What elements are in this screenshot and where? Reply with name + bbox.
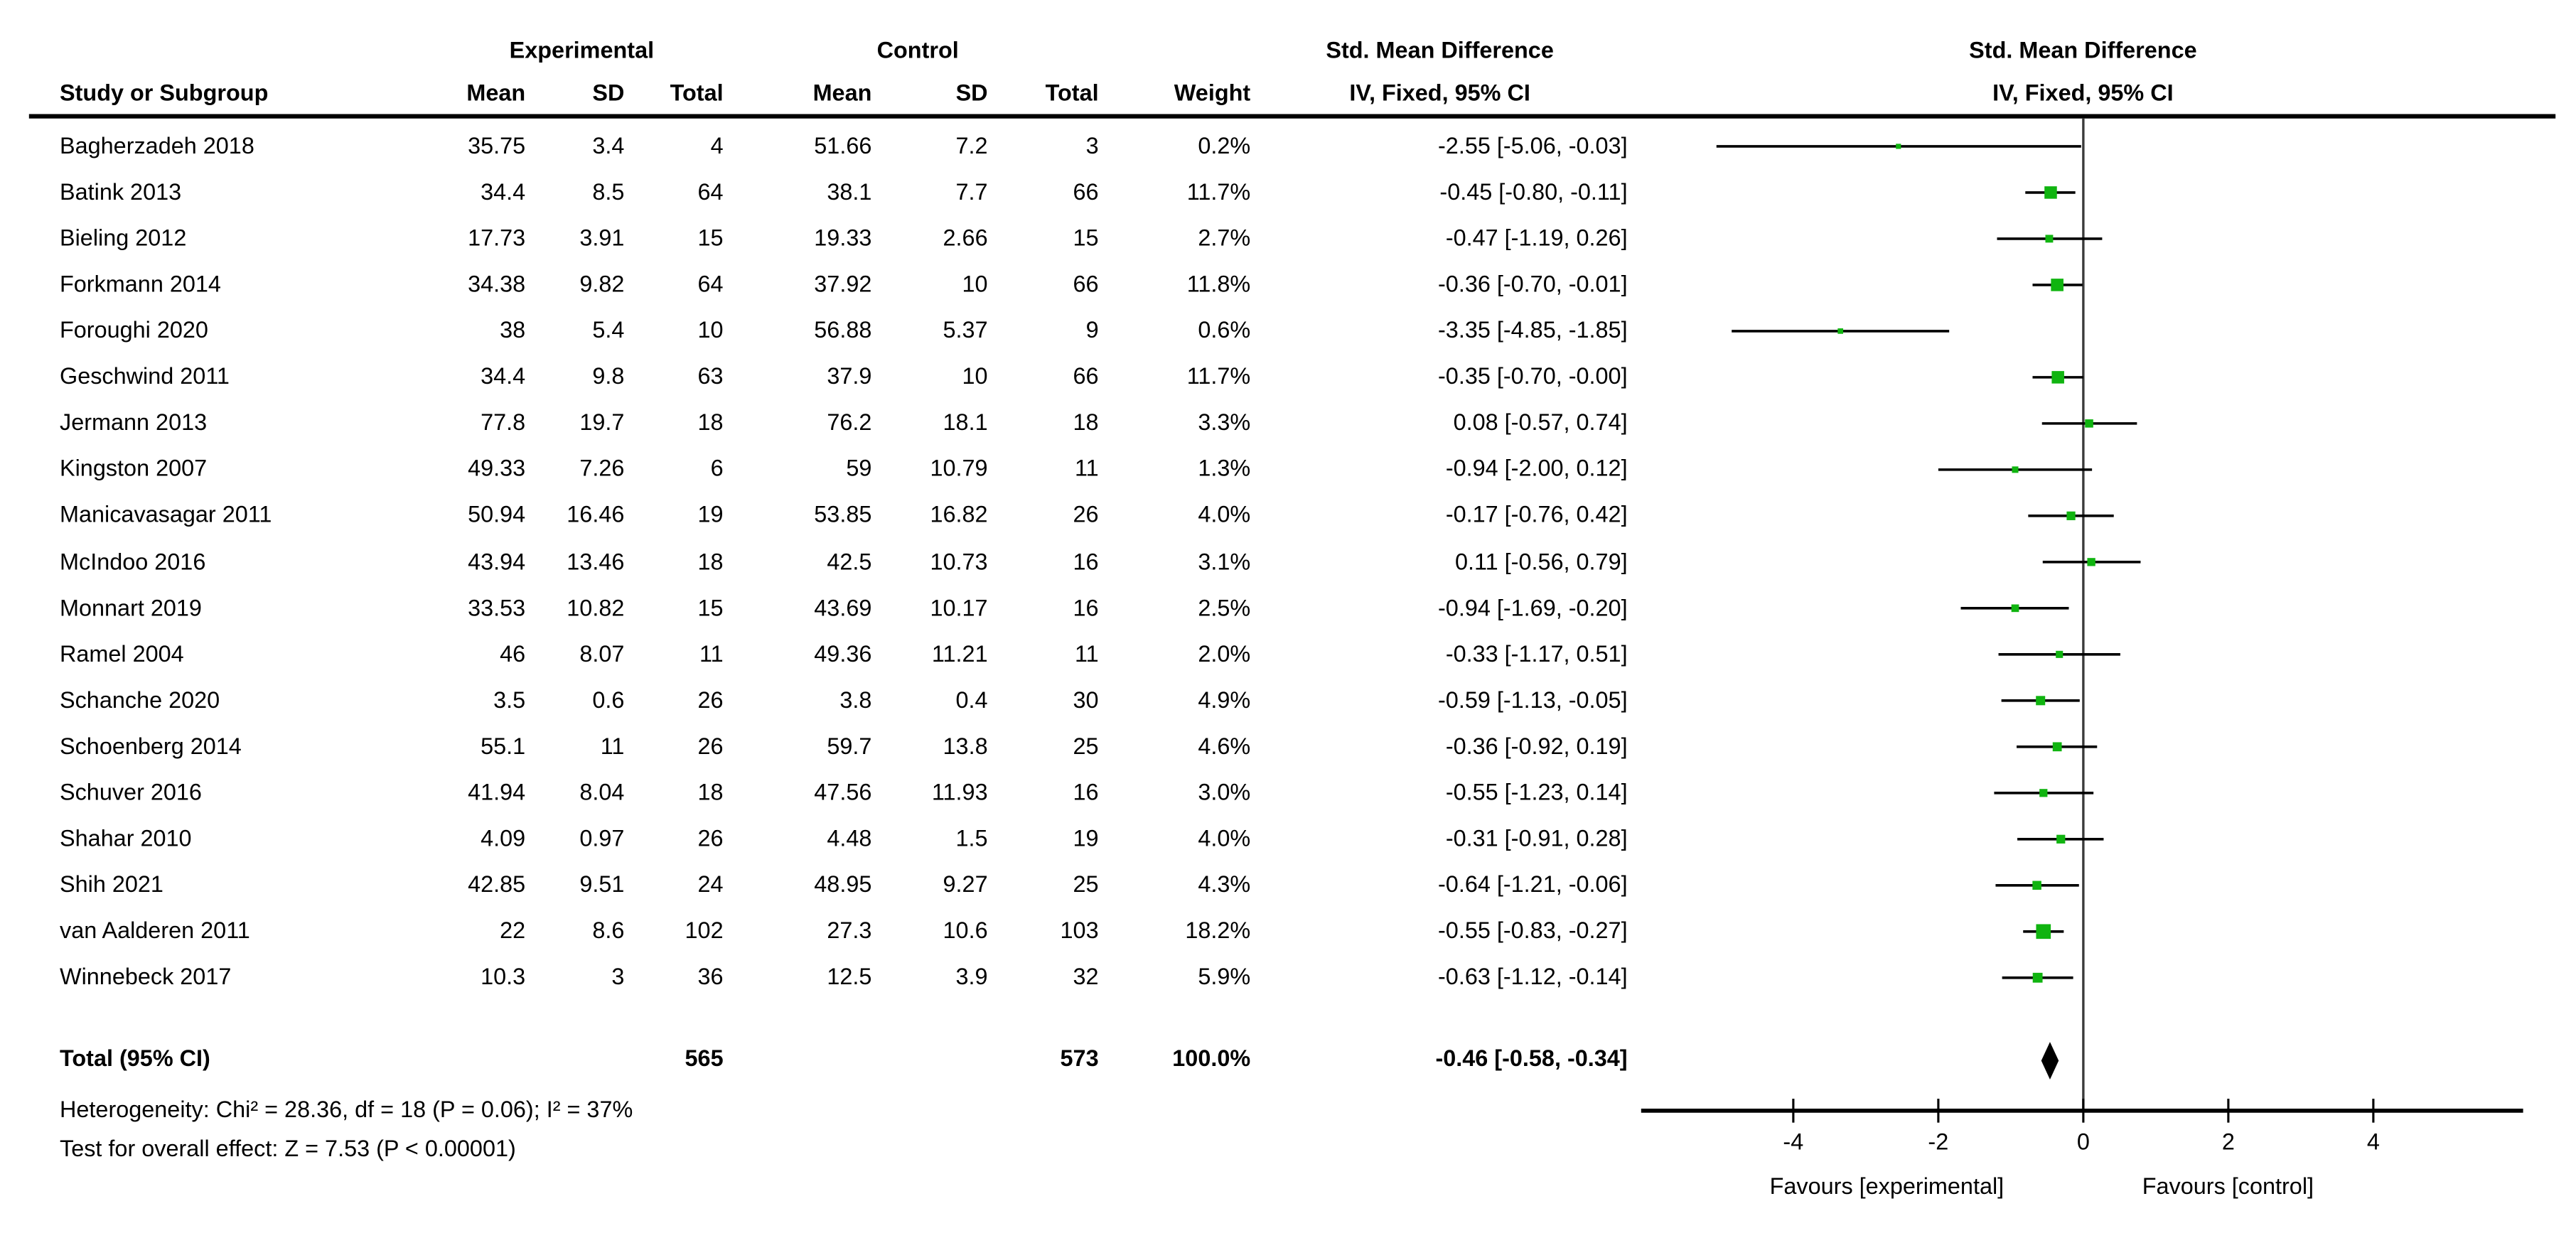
ctrl-total: 25 — [1073, 733, 1099, 759]
effect-marker — [2053, 742, 2062, 751]
weight-value: 1.3% — [1198, 456, 1251, 482]
weight-value: 4.9% — [1198, 687, 1251, 713]
exp-total: 102 — [685, 917, 724, 944]
weight-value: 0.6% — [1198, 317, 1251, 343]
effect-marker — [2032, 881, 2041, 890]
study-name: Forkmann 2014 — [60, 271, 221, 297]
ctrl-sd: 10.6 — [943, 917, 988, 944]
exp-mean: 34.38 — [468, 271, 526, 297]
ctrl-total: 16 — [1073, 548, 1099, 574]
ctrl-sd: 10.73 — [930, 548, 988, 574]
total-smd-ci: -0.46 [-0.58, -0.34] — [1435, 1045, 1628, 1072]
exp-mean: 35.75 — [468, 132, 526, 158]
exp-sd: 3 — [611, 964, 625, 990]
effect-marker — [2085, 419, 2093, 428]
study-name: Bagherzadeh 2018 — [60, 132, 254, 158]
ctrl-total: 66 — [1073, 178, 1099, 205]
exp-mean: 49.33 — [468, 456, 526, 482]
exp-total: 6 — [710, 456, 724, 482]
exp-sd: 3.91 — [579, 225, 625, 251]
ctrl-total: 15 — [1073, 225, 1099, 251]
exp-mean: 38 — [500, 317, 526, 343]
study-name: Shih 2021 — [60, 871, 163, 898]
exp-total: 26 — [697, 733, 724, 759]
exp-sd: 11 — [600, 733, 625, 759]
axis-tick-label: -4 — [1783, 1129, 1804, 1155]
exp-total: 26 — [697, 687, 724, 713]
exp-sd: 13.46 — [567, 548, 625, 574]
ctrl-mean: 76.2 — [827, 409, 872, 436]
study-name: Kingston 2007 — [60, 456, 208, 482]
ctrl-sd: 16.82 — [930, 502, 988, 528]
effect-marker — [2066, 512, 2075, 520]
weight-value: 4.6% — [1198, 733, 1251, 759]
smd-ci-value: -0.36 [-0.70, -0.01] — [1438, 271, 1628, 297]
study-name: Ramel 2004 — [60, 640, 184, 667]
exp-mean: 46 — [500, 640, 526, 667]
ctrl-mean: 37.92 — [814, 271, 872, 297]
exp-mean: 42.85 — [468, 871, 526, 898]
smd-plot-title: Std. Mean Difference — [1969, 37, 2197, 63]
total-row-label: Total (95% CI) — [60, 1045, 210, 1072]
exp-total: 18 — [697, 548, 724, 574]
exp-mean: 4.09 — [481, 825, 526, 851]
weight-value: 11.7% — [1186, 363, 1251, 389]
ctrl-mean: 53.85 — [814, 502, 872, 528]
weight-value: 3.0% — [1198, 779, 1251, 805]
exp-sd: 8.04 — [579, 779, 625, 805]
ctrl-sd-header: SD — [955, 80, 988, 106]
overall-effect-stat: Test for overall effect: Z = 7.53 (P < 0.00001) — [60, 1136, 516, 1162]
smd-ci-value: -0.55 [-0.83, -0.27] — [1438, 917, 1628, 944]
exp-mean: 50.94 — [468, 502, 526, 528]
smd-ci-value: -0.33 [-1.17, 0.51] — [1445, 640, 1628, 667]
smd-column-title: Std. Mean Difference — [1326, 37, 1554, 63]
ctrl-sd: 13.8 — [943, 733, 988, 759]
study-name: Jermann 2013 — [60, 409, 208, 436]
effect-marker — [2056, 651, 2063, 658]
ctrl-total: 32 — [1073, 964, 1099, 990]
ctrl-mean: 49.36 — [814, 640, 872, 667]
smd-ci-value: -0.45 [-0.80, -0.11] — [1439, 178, 1628, 205]
summary-diamond — [2041, 1042, 2059, 1079]
exp-total: 64 — [697, 271, 724, 297]
effect-marker — [1837, 328, 1843, 334]
exp-total: 15 — [697, 594, 724, 620]
ctrl-sd: 18.1 — [943, 409, 988, 436]
ctrl-total: 26 — [1073, 502, 1099, 528]
ctrl-mean: 48.95 — [814, 871, 872, 898]
smd-ci-value: -0.35 [-0.70, -0.00] — [1438, 363, 1628, 389]
exp-mean: 77.8 — [481, 409, 526, 436]
exp-sd: 5.4 — [592, 317, 625, 343]
ctrl-total: 25 — [1073, 871, 1099, 898]
ctrl-total: 103 — [1060, 917, 1099, 944]
smd-ci-value: -0.36 [-0.92, 0.19] — [1445, 733, 1628, 759]
exp-mean: 3.5 — [493, 687, 526, 713]
effect-marker — [2033, 973, 2043, 983]
exp-sd: 3.4 — [592, 132, 625, 158]
ctrl-sd: 5.37 — [943, 317, 988, 343]
ctrl-mean: 19.33 — [814, 225, 872, 251]
ctrl-sd: 0.4 — [955, 687, 988, 713]
smd-ci-value: -0.94 [-2.00, 0.12] — [1445, 456, 1628, 482]
weight-value: 4.0% — [1198, 502, 1251, 528]
ctrl-total: 66 — [1073, 271, 1099, 297]
exp-total: 24 — [697, 871, 724, 898]
experimental-group-header: Experimental — [509, 37, 655, 63]
exp-sd: 0.6 — [592, 687, 625, 713]
study-name: Schuver 2016 — [60, 779, 202, 805]
ctrl-mean: 51.66 — [814, 132, 872, 158]
effect-marker — [2051, 371, 2064, 384]
exp-sd: 7.26 — [579, 456, 625, 482]
ctrl-sd: 7.7 — [955, 178, 988, 205]
exp-mean: 34.4 — [481, 363, 526, 389]
ctrl-mean: 27.3 — [827, 917, 872, 944]
ctrl-mean: 47.56 — [814, 779, 872, 805]
effect-marker — [2036, 924, 2051, 939]
exp-sd: 10.82 — [567, 594, 625, 620]
exp-mean: 10.3 — [481, 964, 526, 990]
exp-total: 63 — [697, 363, 724, 389]
ctrl-total: 11 — [1074, 456, 1099, 482]
effect-marker — [2039, 789, 2047, 797]
ctrl-sd: 11.93 — [931, 779, 988, 805]
ctrl-sd: 11.21 — [931, 640, 988, 667]
effect-marker — [2087, 558, 2095, 566]
weight-value: 4.3% — [1198, 871, 1251, 898]
ctrl-total: 11 — [1074, 640, 1099, 667]
ctrl-mean-header: Mean — [812, 80, 872, 106]
study-name: Winnebeck 2017 — [60, 964, 232, 990]
smd-ci-value: -0.59 [-1.13, -0.05] — [1438, 687, 1628, 713]
exp-mean: 55.1 — [481, 733, 526, 759]
exp-total: 15 — [697, 225, 724, 251]
exp-mean: 17.73 — [468, 225, 526, 251]
ctrl-sd: 9.27 — [943, 871, 988, 898]
smd-ci-value: -0.17 [-0.76, 0.42] — [1445, 502, 1628, 528]
exp-total: 4 — [710, 132, 724, 158]
exp-mean: 33.53 — [468, 594, 526, 620]
ctrl-total: 18 — [1073, 409, 1099, 436]
smd-ci-value: -0.31 [-0.91, 0.28] — [1445, 825, 1628, 851]
study-name: Foroughi 2020 — [60, 317, 208, 343]
exp-total: 18 — [697, 409, 724, 436]
weight-value: 3.1% — [1198, 548, 1251, 574]
exp-sd: 9.82 — [579, 271, 625, 297]
axis-tick-label: 2 — [2221, 1129, 2235, 1155]
exp-total: 64 — [697, 178, 724, 205]
ctrl-mean: 4.48 — [827, 825, 872, 851]
ctrl-sd: 10.79 — [930, 456, 988, 482]
axis-tick-label: 0 — [2076, 1129, 2090, 1155]
smd-ci-value: -0.47 [-1.19, 0.26] — [1445, 225, 1628, 251]
exp-sd: 19.7 — [579, 409, 625, 436]
total-ctrl-n: 573 — [1060, 1045, 1099, 1072]
exp-mean: 22 — [500, 917, 526, 944]
exp-sd: 8.5 — [592, 178, 625, 205]
ctrl-total-header: Total — [1045, 80, 1099, 106]
study-name: Schoenberg 2014 — [60, 733, 242, 759]
exp-total: 36 — [697, 964, 724, 990]
total-weight: 100.0% — [1172, 1045, 1251, 1072]
ctrl-sd: 10.17 — [930, 594, 988, 620]
exp-total: 10 — [697, 317, 724, 343]
ctrl-mean: 59.7 — [827, 733, 872, 759]
favours-experimental-label: Favours [experimental] — [1769, 1173, 2005, 1200]
ctrl-sd: 10 — [962, 271, 988, 297]
control-group-header: Control — [876, 37, 959, 63]
smd-ci-value: -0.63 [-1.12, -0.14] — [1438, 964, 1628, 990]
weight-value: 11.7% — [1186, 178, 1251, 205]
study-name: Manicavasagar 2011 — [60, 502, 272, 528]
smd-ci-value: -3.35 [-4.85, -1.85] — [1438, 317, 1628, 343]
exp-total: 11 — [699, 640, 724, 667]
ctrl-mean: 3.8 — [839, 687, 872, 713]
effect-marker — [2051, 279, 2064, 291]
effect-marker — [2045, 235, 2053, 242]
exp-mean: 41.94 — [468, 779, 526, 805]
exp-sd: 16.46 — [567, 502, 625, 528]
weight-value: 0.2% — [1198, 132, 1251, 158]
exp-total: 26 — [697, 825, 724, 851]
ctrl-mean: 42.5 — [827, 548, 872, 574]
exp-sd: 8.07 — [579, 640, 625, 667]
ctrl-total: 16 — [1073, 594, 1099, 620]
study-name: McIndoo 2016 — [60, 548, 206, 574]
weight-column-header: Weight — [1174, 80, 1251, 106]
ctrl-sd: 2.66 — [943, 225, 988, 251]
weight-value: 5.9% — [1198, 964, 1251, 990]
exp-total-header: Total — [670, 80, 724, 106]
exp-mean: 34.4 — [481, 178, 526, 205]
ctrl-mean: 56.88 — [814, 317, 872, 343]
total-exp-n: 565 — [685, 1045, 724, 1072]
exp-sd: 9.51 — [579, 871, 625, 898]
smd-ci-value: -0.55 [-1.23, 0.14] — [1445, 779, 1628, 805]
weight-value: 2.0% — [1198, 640, 1251, 667]
weight-value: 2.7% — [1198, 225, 1251, 251]
weight-value: 18.2% — [1185, 917, 1251, 944]
smd-ci-value: -0.64 [-1.21, -0.06] — [1438, 871, 1628, 898]
smd-ci-value: 0.11 [-0.56, 0.79] — [1455, 548, 1628, 574]
ctrl-sd: 3.9 — [955, 964, 988, 990]
ctrl-total: 30 — [1073, 687, 1099, 713]
ctrl-mean: 38.1 — [827, 178, 872, 205]
weight-value: 4.0% — [1198, 825, 1251, 851]
smd-plot-subtitle: IV, Fixed, 95% CI — [1992, 80, 2174, 106]
exp-mean: 43.94 — [468, 548, 526, 574]
study-name: van Aalderen 2011 — [60, 917, 250, 944]
smd-ci-value: 0.08 [-0.57, 0.74] — [1453, 409, 1628, 436]
smd-ci-value: -2.55 [-5.06, -0.03] — [1438, 132, 1628, 158]
ctrl-total: 16 — [1073, 779, 1099, 805]
effect-marker — [2036, 696, 2045, 705]
ctrl-total: 66 — [1073, 363, 1099, 389]
effect-marker — [1896, 144, 1901, 149]
smd-ci-value: -0.94 [-1.69, -0.20] — [1438, 594, 1628, 620]
effect-marker — [2012, 604, 2019, 612]
axis-tick-label: 4 — [2366, 1129, 2380, 1155]
ctrl-total: 9 — [1085, 317, 1099, 343]
heterogeneity-stat: Heterogeneity: Chi² = 28.36, df = 18 (P = 0.06); I² = 37% — [60, 1097, 633, 1123]
study-name: Batink 2013 — [60, 178, 182, 205]
axis-tick-label: -2 — [1928, 1129, 1949, 1155]
smd-column-subtitle: IV, Fixed, 95% CI — [1349, 80, 1530, 106]
exp-total: 18 — [697, 779, 724, 805]
effect-marker — [2044, 186, 2057, 199]
effect-marker — [2056, 835, 2065, 844]
exp-sd: 0.97 — [579, 825, 625, 851]
weight-value: 2.5% — [1198, 594, 1251, 620]
study-name: Bieling 2012 — [60, 225, 187, 251]
ctrl-total: 19 — [1073, 825, 1099, 851]
ctrl-total: 3 — [1085, 132, 1099, 158]
ctrl-mean: 43.69 — [814, 594, 872, 620]
exp-sd-header: SD — [592, 80, 625, 106]
ctrl-mean: 12.5 — [827, 964, 872, 990]
weight-value: 11.8% — [1186, 271, 1251, 297]
study-name: Schanche 2020 — [60, 687, 220, 713]
exp-total: 19 — [697, 502, 724, 528]
ctrl-sd: 7.2 — [955, 132, 988, 158]
effect-marker — [2012, 466, 2018, 473]
study-name: Monnart 2019 — [60, 594, 202, 620]
favours-control-label: Favours [control] — [2142, 1173, 2314, 1200]
ctrl-mean: 59 — [846, 456, 872, 482]
study-column-header: Study or Subgroup — [60, 80, 269, 106]
study-name: Shahar 2010 — [60, 825, 192, 851]
exp-mean-header: Mean — [466, 80, 526, 106]
weight-value: 3.3% — [1198, 409, 1251, 436]
ctrl-sd: 10 — [962, 363, 988, 389]
exp-sd: 9.8 — [592, 363, 625, 389]
ctrl-sd: 1.5 — [955, 825, 988, 851]
exp-sd: 8.6 — [592, 917, 625, 944]
ctrl-mean: 37.9 — [827, 363, 872, 389]
study-name: Geschwind 2011 — [60, 363, 230, 389]
